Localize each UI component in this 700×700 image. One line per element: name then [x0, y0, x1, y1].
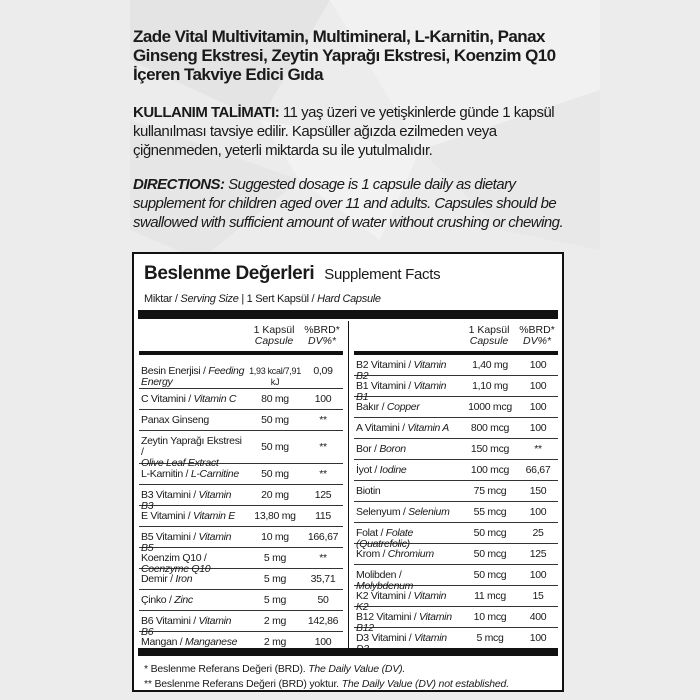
nutrient-name-en: Vitamin K2 — [356, 589, 447, 613]
nutrient-name-tr: Selenyum / — [356, 505, 406, 518]
nutrient-dv: 115 — [315, 509, 331, 522]
nutrient-amount: 55 mcg — [473, 505, 507, 518]
nutrient-row — [354, 586, 558, 613]
serving-value-tr: | 1 Sert Kapsül / — [238, 293, 318, 305]
nutrient-row — [354, 565, 558, 592]
nutrient-row — [139, 485, 343, 512]
nutrient-name-en: Folate (Quatrefolic) — [356, 526, 414, 550]
nutrient-name-en: Vitamin E — [192, 509, 235, 522]
nutrient-name-en: Coenzyme Q10 — [141, 562, 211, 575]
serving-label-en: Serving Size — [180, 293, 239, 305]
nutrient-name — [141, 511, 246, 522]
nutrient-name-en: Vitamin B5 — [141, 530, 232, 554]
serving-value-en: Hard Capsule — [317, 293, 381, 305]
nutrient-name-tr: Molibden / — [356, 568, 402, 581]
nutrient-name — [141, 366, 246, 388]
nutrient-row — [354, 397, 558, 418]
column-header — [354, 321, 558, 355]
nutrient-name — [356, 465, 461, 476]
serving-label-tr: Miktar / — [144, 293, 181, 305]
nutrient-amount: 80 mg — [261, 392, 289, 405]
nutrient-row — [354, 628, 558, 649]
nutrient-amount: 2 mg — [263, 635, 287, 648]
nutrient-name-tr: L-Karnitin / — [141, 467, 189, 480]
nutrient-name-en: Zinc — [174, 593, 193, 606]
nutrient-dv: 100 — [314, 635, 332, 648]
nutrient-row — [354, 439, 558, 460]
nutrient-row — [139, 410, 343, 431]
nutrient-amount: 10 mg — [261, 530, 289, 543]
nutrient-name — [141, 595, 246, 606]
nutrient-row — [139, 464, 343, 485]
facts-title: Beslenme Değerleri — [144, 263, 315, 284]
nutrient-name-tr: Folat / — [356, 526, 384, 539]
nutrient-dv: 100 — [529, 568, 547, 581]
column-header — [139, 321, 343, 355]
amount-header-tr: 1 Kapsül — [253, 324, 295, 336]
nutrient-name-tr: B5 Vitamini / — [141, 530, 196, 543]
usage-text: 11 yaş üzeri ve yetişkinlerde günde 1 kapsül kullanılması tavsiye edilir. Kapsüller ağızda ezilmeden veya çiğnenmeden, yeterli miktarda su ile yutulmalıdır. — [133, 104, 555, 159]
nutrient-name-tr: Krom / — [356, 547, 386, 560]
facts-header — [144, 263, 440, 285]
nutrient-dv: 150 — [529, 484, 547, 497]
nutrient-dv: 125 — [314, 488, 332, 501]
nutrient-row — [139, 569, 343, 590]
nutrient-amount: 11 mcg — [474, 589, 506, 602]
nutrient-dv: 400 — [529, 610, 547, 623]
nutrient-amount: 1,40 mg — [472, 358, 508, 371]
nutrient-row — [139, 355, 343, 389]
dv-header-en: DV%* — [522, 335, 551, 347]
footnote-2-tr: ** Beslenme Referans Değeri (BRD) yoktur. — [144, 678, 342, 690]
nutrient-amount: 5 mg — [263, 593, 287, 606]
nutrient-amount: 50 mcg — [473, 568, 507, 581]
nutrient-name-en: Manganese — [185, 635, 238, 648]
dv-header-tr: %BRD* — [519, 324, 555, 336]
nutrient-amount: 5 mg — [263, 572, 287, 585]
nutrient-amount: 75 mcg — [473, 484, 507, 497]
nutrient-name — [141, 394, 246, 405]
nutrient-row — [354, 523, 558, 550]
amount-header-en: Capsule — [254, 335, 294, 347]
nutrient-dv: 125 — [529, 547, 547, 560]
nutrient-name-en: Vitamin A — [407, 421, 450, 434]
nutrient-dv: 25 — [532, 526, 544, 539]
nutrient-name-en: Vitamin B3 — [141, 488, 232, 512]
nutrient-row — [139, 389, 343, 410]
nutrient-row — [354, 460, 558, 481]
nutrient-dv: 35,71 — [310, 572, 336, 585]
nutrient-row — [139, 527, 343, 554]
nutrient-name-en: Vitamin B1 — [356, 379, 447, 403]
header-divider — [138, 310, 558, 319]
product-title: Zade Vital Multivitamin, Multimineral, L-Karnitin, Panax Ginseng Ekstresi, Zeytin Yaprağı Ekstresi, Koenzim Q10 İçeren Takviye Edici Gıda — [133, 27, 556, 84]
nutrient-amount: 150 mcg — [470, 442, 510, 455]
nutrient-name-tr: Panax Ginseng — [141, 413, 209, 426]
nutrient-row — [354, 481, 558, 502]
nutrient-name — [356, 444, 461, 455]
nutrient-name-tr: Zeytin Yaprağı Ekstresi / — [141, 435, 242, 458]
nutrient-name — [141, 574, 246, 585]
nutrient-name — [141, 469, 246, 480]
nutrient-amount: 5 mg — [263, 551, 287, 564]
nutrient-dv: 100 — [529, 421, 547, 434]
nutrient-row — [139, 506, 343, 527]
nutrient-name-en: L-Carnitine — [190, 467, 239, 480]
nutrient-dv: 100 — [314, 392, 332, 405]
nutrient-row — [139, 611, 343, 638]
nutrient-name-en: Vitamin B2 — [356, 358, 447, 382]
amount-header-tr: 1 Kapsül — [468, 324, 510, 336]
footer-divider — [138, 648, 558, 656]
nutrient-name-en: Feeding Energy — [141, 365, 245, 388]
nutrient-amount: 1000 mcg — [468, 400, 512, 413]
directions-label: DIRECTIONS: — [133, 176, 225, 193]
nutrient-amount: 2 mg — [263, 614, 287, 627]
nutrient-row — [354, 502, 558, 523]
nutrient-name-tr: Bakır / — [356, 400, 385, 413]
nutrient-amount: 1,10 mg — [472, 379, 508, 392]
nutrient-row — [354, 607, 558, 634]
nutrient-dv: 66,67 — [525, 463, 551, 476]
nutrient-dv: 100 — [529, 631, 547, 644]
nutrient-row — [354, 355, 558, 382]
facts-column-left — [139, 321, 343, 653]
nutrient-amount: 800 mcg — [470, 421, 510, 434]
nutrient-name — [141, 415, 246, 426]
nutrient-name-tr: A Vitamini / — [356, 421, 405, 434]
nutrient-amount: 10 mcg — [473, 610, 507, 623]
nutrient-dv: 142,86 — [307, 614, 339, 627]
nutrient-name-tr: B12 Vitamini / — [356, 610, 417, 623]
facts-subtitle: Supplement Facts — [324, 266, 441, 283]
nutrient-name-tr: B6 Vitamini / — [141, 614, 196, 627]
nutrient-row — [139, 590, 343, 611]
nutrient-name-tr: Bor / — [356, 442, 377, 455]
nutrient-name — [356, 402, 461, 413]
nutrient-dv: 100 — [529, 400, 547, 413]
nutrient-name-tr: C Vitamini / — [141, 392, 191, 405]
nutrient-row — [139, 431, 343, 469]
footnote-1 — [144, 663, 405, 675]
directions-body: Suggested dosage is 1 capsule daily as dietary supplement for children aged over 11 and adults. Capsules should be swallowed with sufficient amount of water without crushing or chewing. — [133, 176, 564, 231]
nutrient-amount: 50 mg — [261, 440, 289, 453]
nutrient-name — [356, 486, 461, 497]
nutrient-name-tr: D3 Vitamini / — [356, 631, 412, 644]
nutrient-name-tr: İyot / — [356, 463, 377, 476]
nutrient-amount: 5 mcg — [476, 631, 504, 644]
supplement-facts-panel — [132, 252, 564, 692]
footnote-2-en: The Daily Value (DV) not established. — [341, 678, 509, 690]
nutrient-name-tr: Biotin — [356, 484, 381, 497]
nutrient-amount: 50 mcg — [473, 526, 507, 539]
nutrient-row — [354, 376, 558, 403]
nutrient-row — [354, 418, 558, 439]
facts-column-right — [354, 321, 558, 649]
nutrient-amount: 1,93 kcal/7,91 kJ — [249, 366, 301, 387]
nutrient-dv: 0,09 — [313, 365, 333, 377]
nutrient-amount: 50 mg — [261, 413, 289, 426]
footnote-1-en: The Daily Value (DV). — [308, 663, 406, 675]
nutrient-amount: 100 mcg — [470, 463, 510, 476]
nutrient-name-tr: B2 Vitamini / — [356, 358, 411, 371]
nutrient-name-tr: Koenzim Q10 / — [141, 551, 207, 564]
nutrient-dv: 166,67 — [307, 530, 339, 543]
nutrient-dv: 100 — [529, 379, 547, 392]
nutrient-name — [356, 423, 461, 434]
usage-label: KULLANIM TALİMATI: — [133, 104, 280, 121]
nutrient-name-tr: B1 Vitamini / — [356, 379, 411, 392]
nutrient-name-en: Vitamin B6 — [141, 614, 232, 638]
nutrient-name-tr: Çinko / — [141, 593, 172, 606]
nutrient-name-tr: B3 Vitamini / — [141, 488, 196, 501]
nutrient-name-en: Boron — [379, 442, 406, 455]
nutrient-name-tr: E Vitamini / — [141, 509, 191, 522]
nutrient-row — [354, 544, 558, 565]
dv-header-tr: %BRD* — [304, 324, 340, 336]
nutrient-name-en: Vitamin B12 — [356, 610, 452, 634]
nutrient-dv: 50 — [317, 593, 329, 606]
nutrient-name-en: Vitamin — [414, 631, 447, 644]
nutrient-name-en: Selenium — [408, 505, 450, 518]
serving-size — [144, 293, 381, 305]
nutrient-dv: ** — [319, 467, 327, 480]
nutrient-amount: 13,80 mg — [254, 509, 296, 522]
nutrient-name — [141, 637, 246, 648]
nutrient-name-en: Vitamin C — [193, 392, 237, 405]
footnote-1-tr: * Beslenme Referans Değeri (BRD). — [144, 663, 309, 675]
nutrient-row — [139, 548, 343, 575]
nutrient-dv: 100 — [529, 505, 547, 518]
nutrient-name-en: Copper — [386, 400, 420, 413]
nutrient-name-tr: K2 Vitamini / — [356, 589, 411, 602]
nutrient-dv: ** — [534, 442, 542, 455]
column-divider — [348, 321, 349, 648]
nutrient-dv: ** — [319, 413, 327, 426]
nutrient-name-tr: Mangan / — [141, 635, 183, 648]
nutrient-name-tr: Besin Enerjisi / — [141, 365, 206, 377]
nutrient-name-en: Iron — [175, 572, 193, 585]
nutrient-dv: 100 — [529, 358, 547, 371]
usage-instructions — [133, 103, 573, 160]
nutrient-name-tr: Demir / — [141, 572, 173, 585]
nutrient-dv: ** — [319, 551, 327, 564]
nutrient-name-en: Chromium — [387, 547, 434, 560]
directions-text — [133, 175, 573, 232]
nutrient-dv: 15 — [532, 589, 544, 602]
nutrient-amount: 50 mcg — [473, 547, 507, 560]
nutrient-name-en: Iodine — [379, 463, 407, 476]
nutrient-amount: 50 mg — [261, 467, 289, 480]
nutrient-amount: 20 mg — [261, 488, 289, 501]
dv-header-en: DV%* — [307, 335, 336, 347]
nutrient-name-en: Molybdenum — [356, 579, 414, 592]
nutrient-name — [356, 507, 461, 518]
nutrient-name — [356, 549, 461, 560]
nutrient-name-en: Olive Leaf Extract — [141, 457, 219, 469]
nutrient-dv: ** — [319, 440, 327, 453]
amount-header-en: Capsule — [469, 335, 509, 347]
footnote-2 — [144, 678, 509, 690]
